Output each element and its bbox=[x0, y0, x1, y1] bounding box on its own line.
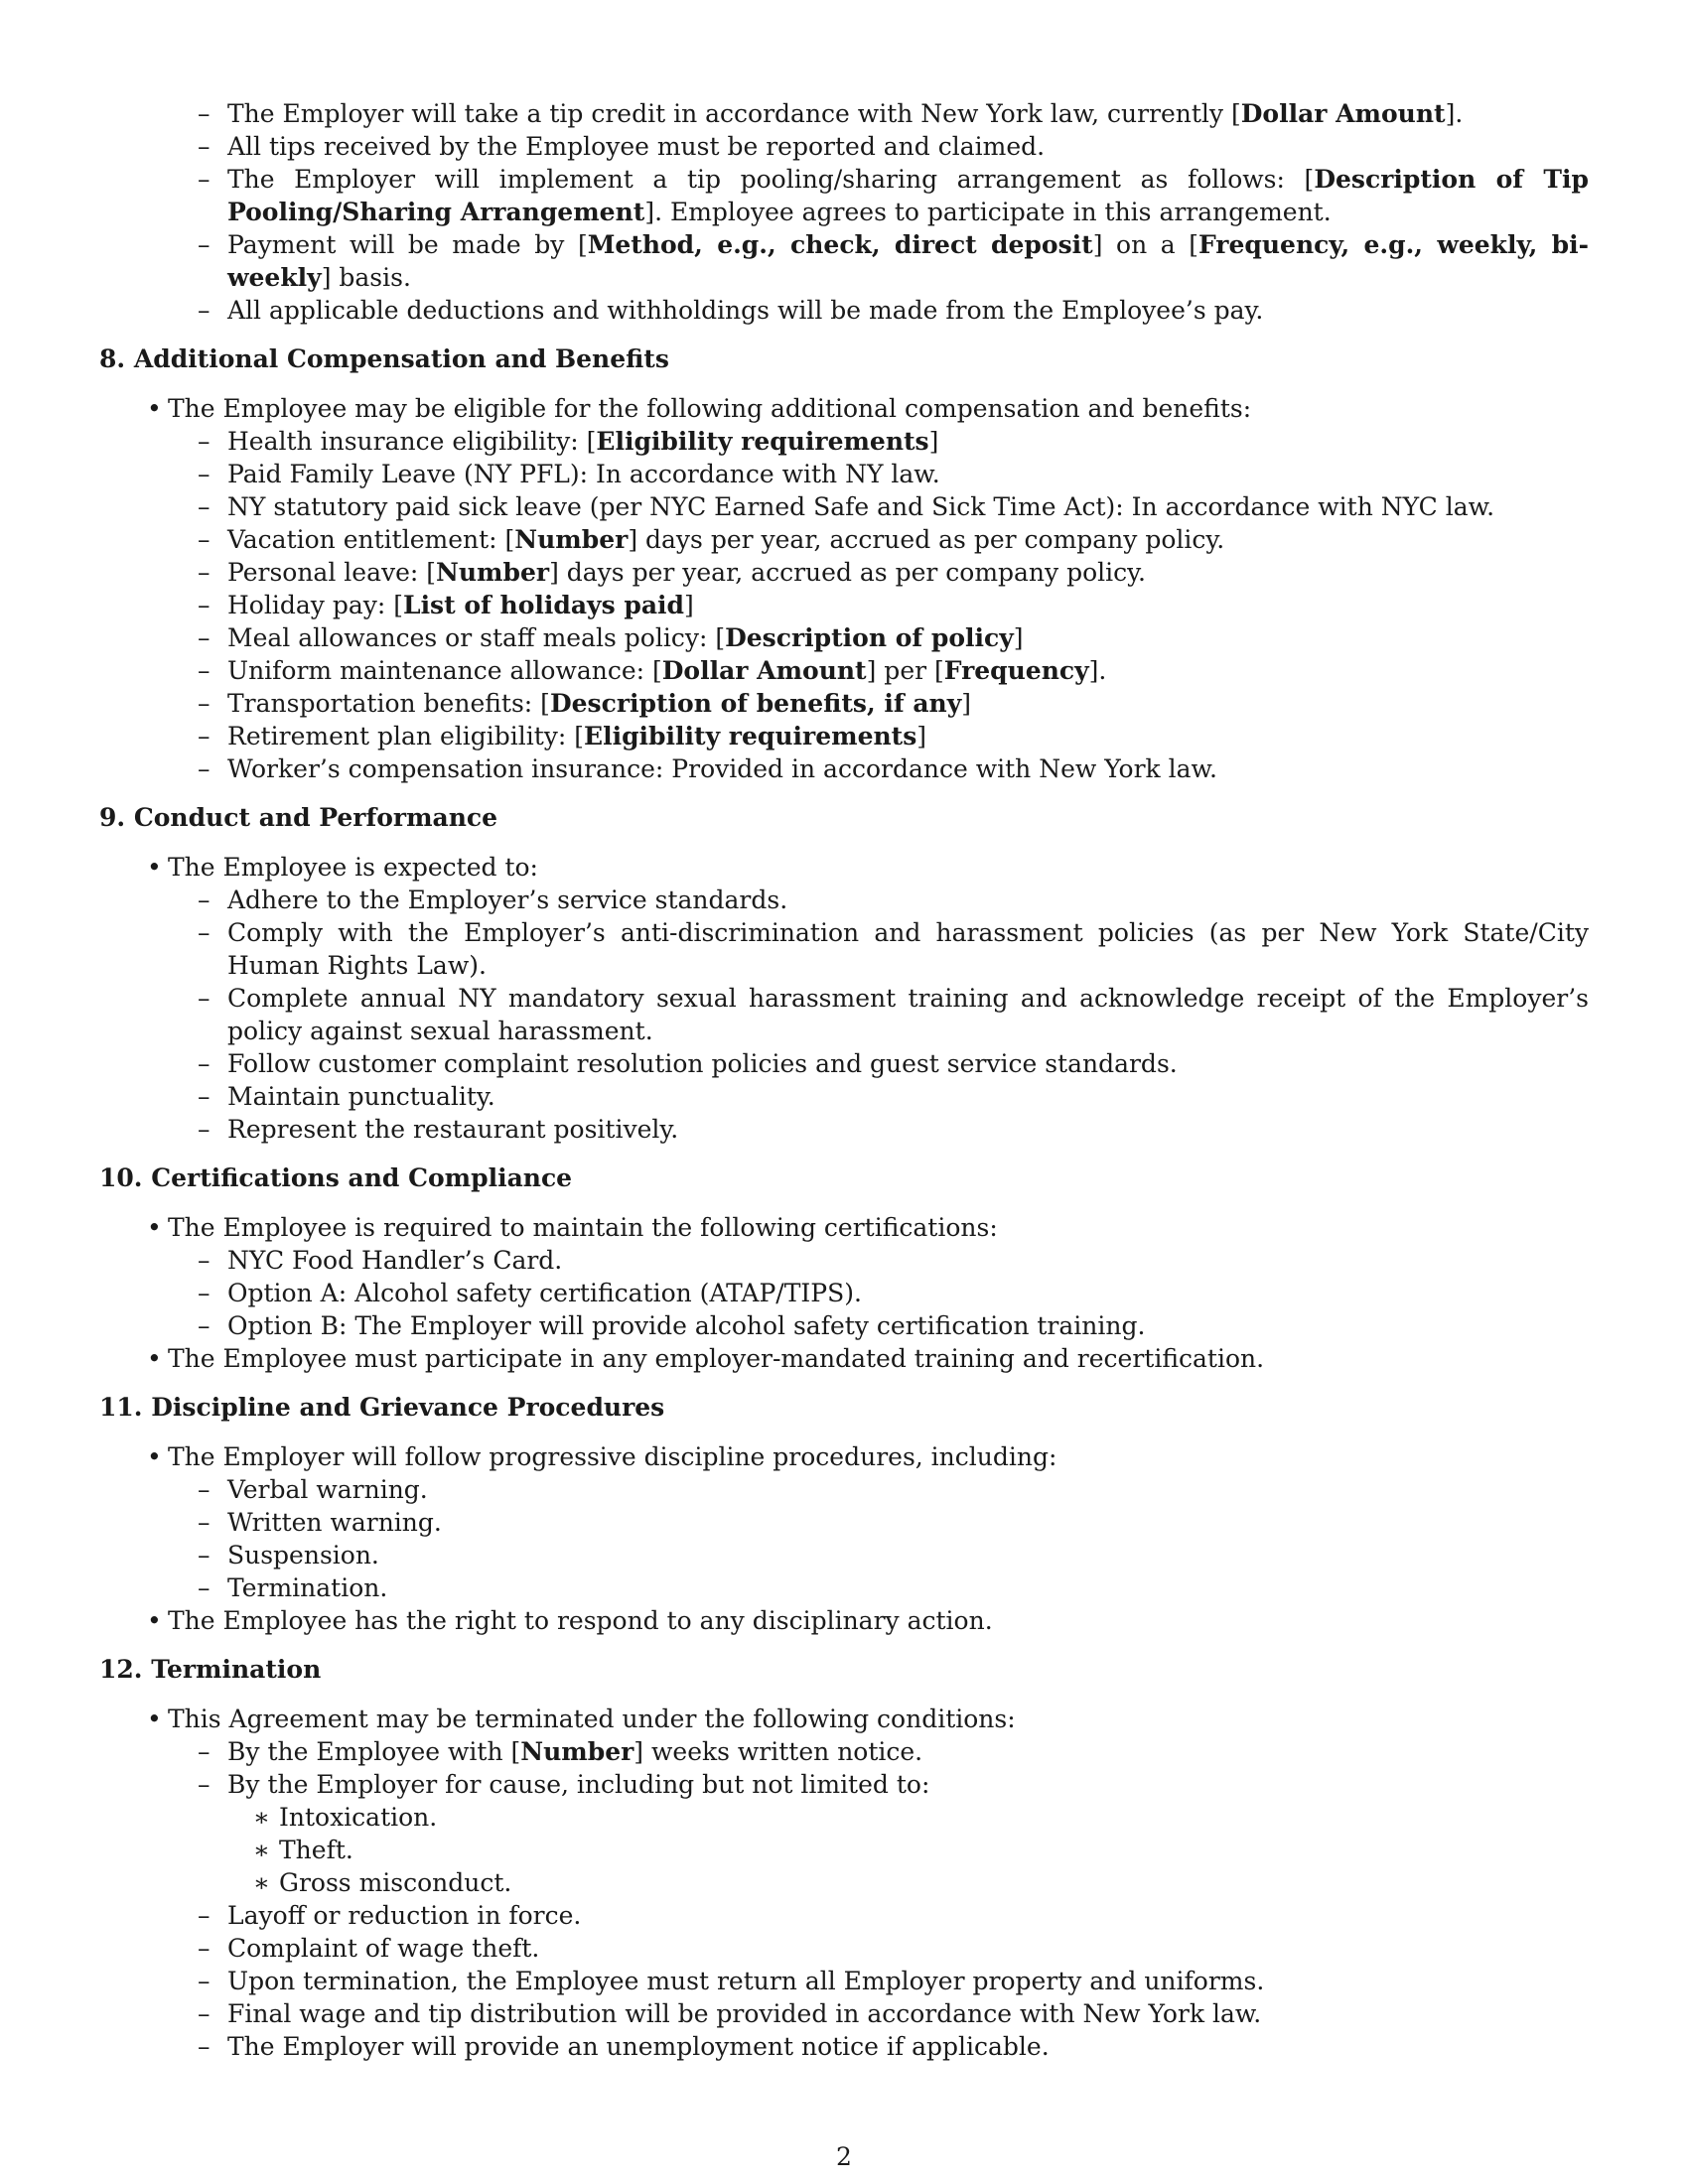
item-text: The Employee may be eligible for the following additional compensation and benefits: bbox=[168, 394, 1252, 423]
document-body bbox=[99, 97, 1589, 2063]
section-number: 9. bbox=[99, 803, 126, 832]
list-item bbox=[99, 425, 1589, 458]
dash-icon: – bbox=[198, 1541, 211, 1570]
list-item bbox=[99, 1604, 1589, 1637]
item-text: The Employee is required to maintain the following certifications: bbox=[168, 1213, 998, 1242]
placeholder-field: Description of Tip Pooling/Sharing Arrangement bbox=[227, 165, 1589, 226]
placeholder-field: Frequency bbox=[943, 656, 1089, 685]
dash-icon: – bbox=[198, 427, 211, 456]
list-item bbox=[99, 458, 1589, 490]
list-item bbox=[99, 1113, 1589, 1146]
list-item bbox=[99, 163, 1589, 228]
dash-icon: – bbox=[198, 623, 211, 652]
item-text: ] bbox=[961, 689, 971, 718]
item-text: ] weeks written notice. bbox=[633, 1737, 923, 1766]
placeholder-field: Description of policy bbox=[725, 623, 1014, 652]
dash-icon: – bbox=[198, 1737, 211, 1766]
item-text: NY statutory paid sick leave (per NYC Earned Safe and Sick Time Act): In accordance with NYC law. bbox=[227, 492, 1495, 521]
bullet-icon: • bbox=[147, 1344, 162, 1373]
list-item bbox=[99, 1506, 1589, 1539]
list-item bbox=[99, 1866, 1589, 1899]
bullet-icon: • bbox=[147, 1705, 162, 1733]
section-number: 10. bbox=[99, 1163, 143, 1192]
list-item bbox=[99, 752, 1589, 785]
item-text: The Employer will take a tip credit in accordance with New York law, currently [ bbox=[227, 99, 1241, 128]
list-item bbox=[99, 851, 1589, 884]
placeholder-field: Number bbox=[436, 558, 550, 587]
item-text: Retirement plan eligibility: [ bbox=[227, 722, 585, 751]
item-text: Written warning. bbox=[227, 1508, 442, 1537]
item-text: Adhere to the Employer’s service standards. bbox=[227, 886, 788, 914]
item-text: ] bbox=[1013, 623, 1024, 652]
item-text: ] days per year, accrued as per company policy. bbox=[628, 525, 1225, 554]
dash-icon: – bbox=[198, 722, 211, 751]
list-item bbox=[99, 1244, 1589, 1277]
list bbox=[99, 1211, 1589, 1375]
placeholder-field: Number bbox=[520, 1737, 634, 1766]
dash-icon: – bbox=[198, 99, 211, 128]
placeholder-field: Number bbox=[514, 525, 629, 554]
dash-icon: – bbox=[198, 296, 211, 325]
list bbox=[99, 392, 1589, 785]
list-item bbox=[99, 130, 1589, 163]
placeholder-field: List of holidays paid bbox=[402, 591, 685, 619]
dash-icon: – bbox=[198, 591, 211, 619]
item-text: ] per [ bbox=[866, 656, 944, 685]
bullet-icon: • bbox=[147, 1442, 162, 1471]
item-text: The Employee is expected to: bbox=[168, 853, 538, 882]
dash-icon: – bbox=[198, 984, 211, 1013]
list-item bbox=[99, 490, 1589, 523]
item-text: The Employer will provide an unemployment notice if applicable. bbox=[227, 2032, 1050, 2061]
item-text: This Agreement may be terminated under the following conditions: bbox=[168, 1705, 1016, 1733]
list-item bbox=[99, 1932, 1589, 1965]
asterisk-icon: ∗ bbox=[253, 1836, 270, 1864]
section-number: 11. bbox=[99, 1393, 143, 1422]
section-title: Conduct and Performance bbox=[133, 803, 498, 832]
list-item bbox=[99, 294, 1589, 327]
list-item bbox=[99, 720, 1589, 752]
section-number: 12. bbox=[99, 1655, 143, 1684]
item-text: Final wage and tip distribution will be provided in accordance with New York law. bbox=[227, 1999, 1262, 2028]
section-heading bbox=[99, 801, 1589, 834]
item-text: Complete annual NY mandatory sexual harassment training and acknowledge receipt of the Employer’s policy against sexual harassment. bbox=[227, 984, 1589, 1045]
item-text: Upon termination, the Employee must return all Employer property and uniforms. bbox=[227, 1967, 1265, 1995]
item-text: ]. bbox=[1445, 99, 1464, 128]
dash-icon: – bbox=[198, 1082, 211, 1111]
item-text: The Employee must participate in any employer-mandated training and recertification. bbox=[168, 1344, 1265, 1373]
section-heading bbox=[99, 342, 1589, 375]
list-item bbox=[99, 1342, 1589, 1375]
dash-icon: – bbox=[198, 2032, 211, 2061]
list-item bbox=[99, 982, 1589, 1047]
list-item bbox=[99, 1309, 1589, 1342]
item-text: The Employee has the right to respond to any disciplinary action. bbox=[168, 1606, 993, 1635]
list-item bbox=[99, 1440, 1589, 1473]
list-item bbox=[99, 884, 1589, 916]
dash-icon: – bbox=[198, 1967, 211, 1995]
item-text: Maintain punctuality. bbox=[227, 1082, 495, 1111]
placeholder-field: Description of benefits, if any bbox=[549, 689, 962, 718]
section-title: Termination bbox=[151, 1655, 322, 1684]
dash-icon: – bbox=[198, 1246, 211, 1275]
bullet-icon: • bbox=[147, 853, 162, 882]
list-item bbox=[99, 1703, 1589, 1735]
section-heading bbox=[99, 1653, 1589, 1686]
dash-icon: – bbox=[198, 1049, 211, 1078]
placeholder-field: Method, e.g., check, direct deposit bbox=[587, 230, 1093, 259]
placeholder-field: Frequency, e.g., weekly, bi-weekly bbox=[227, 230, 1590, 292]
bullet-icon: • bbox=[147, 1606, 162, 1635]
item-text: Personal leave: [ bbox=[227, 558, 437, 587]
dash-icon: – bbox=[198, 1901, 211, 1930]
list-item bbox=[99, 621, 1589, 654]
bullet-icon: • bbox=[147, 394, 162, 423]
item-text: ] days per year, accrued as per company policy. bbox=[549, 558, 1146, 587]
dash-icon: – bbox=[198, 886, 211, 914]
item-text: Complaint of wage theft. bbox=[227, 1934, 540, 1963]
dash-icon: – bbox=[198, 754, 211, 783]
item-text: Verbal warning. bbox=[227, 1475, 428, 1504]
placeholder-field: Dollar Amount bbox=[661, 656, 867, 685]
dash-icon: – bbox=[198, 165, 211, 194]
dash-icon: – bbox=[198, 1573, 211, 1602]
list-item bbox=[99, 1965, 1589, 1997]
item-text: Option B: The Employer will provide alcohol safety certification training. bbox=[227, 1311, 1146, 1340]
dash-icon: – bbox=[198, 918, 211, 947]
section-heading bbox=[99, 1391, 1589, 1424]
item-text: Termination. bbox=[227, 1573, 388, 1602]
item-text: Meal allowances or staff meals policy: [ bbox=[227, 623, 726, 652]
item-text: Uniform maintenance allowance: [ bbox=[227, 656, 662, 685]
placeholder-field: Dollar Amount bbox=[1240, 99, 1446, 128]
dash-icon: – bbox=[198, 230, 211, 259]
item-text: ] bbox=[928, 427, 939, 456]
list-item bbox=[99, 1899, 1589, 1932]
item-text: Worker’s compensation insurance: Provided in accordance with New York law. bbox=[227, 754, 1217, 783]
item-text: Holiday pay: [ bbox=[227, 591, 403, 619]
list-item bbox=[99, 1834, 1589, 1866]
list-item bbox=[99, 523, 1589, 556]
item-text: All tips received by the Employee must be reported and claimed. bbox=[227, 132, 1046, 161]
list-item bbox=[99, 2030, 1589, 2063]
section-title: Certifications and Compliance bbox=[151, 1163, 573, 1192]
list bbox=[99, 851, 1589, 1146]
dash-icon: – bbox=[198, 1999, 211, 2028]
list bbox=[99, 1703, 1589, 2063]
bullet-icon: • bbox=[147, 1213, 162, 1242]
list-item bbox=[99, 916, 1589, 982]
item-text: ]. Employee agrees to participate in this arrangement. bbox=[644, 198, 1332, 226]
dash-icon: – bbox=[198, 1279, 211, 1307]
item-text: Gross misconduct. bbox=[279, 1868, 512, 1897]
item-text: By the Employee with [ bbox=[227, 1737, 521, 1766]
item-text: ] basis. bbox=[321, 263, 411, 292]
placeholder-field: Eligibility requirements bbox=[596, 427, 929, 456]
list-item bbox=[99, 1211, 1589, 1244]
list-item bbox=[99, 97, 1589, 130]
dash-icon: – bbox=[198, 558, 211, 587]
list bbox=[99, 97, 1589, 327]
item-text: ]. bbox=[1088, 656, 1107, 685]
section-number: 8. bbox=[99, 344, 126, 373]
item-text: Transportation benefits: [ bbox=[227, 689, 550, 718]
dash-icon: – bbox=[198, 1508, 211, 1537]
item-text: Follow customer complaint resolution policies and guest service standards. bbox=[227, 1049, 1178, 1078]
dash-icon: – bbox=[198, 1475, 211, 1504]
item-text: NYC Food Handler’s Card. bbox=[227, 1246, 563, 1275]
item-text: The Employer will follow progressive discipline procedures, including: bbox=[168, 1442, 1057, 1471]
dash-icon: – bbox=[198, 132, 211, 161]
list-item bbox=[99, 1735, 1589, 1768]
item-text: Option A: Alcohol safety certification (ATAP/TIPS). bbox=[227, 1279, 862, 1307]
item-text: The Employer will implement a tip pooling/sharing arrangement as follows: [ bbox=[227, 165, 1315, 194]
list-item bbox=[99, 1539, 1589, 1571]
dash-icon: – bbox=[198, 525, 211, 554]
list-item bbox=[99, 392, 1589, 425]
page-number: 2 bbox=[836, 2142, 852, 2171]
item-text: ] bbox=[684, 591, 694, 619]
item-text: Payment will be made by [ bbox=[227, 230, 588, 259]
list-item bbox=[99, 654, 1589, 687]
section-heading bbox=[99, 1161, 1589, 1194]
list bbox=[99, 1440, 1589, 1637]
dash-icon: – bbox=[198, 460, 211, 488]
section-title: Additional Compensation and Benefits bbox=[133, 344, 669, 373]
item-text: Comply with the Employer’s anti-discrimination and harassment policies (as per New York State/City Human Rights Law). bbox=[227, 918, 1589, 980]
asterisk-icon: ∗ bbox=[253, 1803, 270, 1832]
item-text: Vacation entitlement: [ bbox=[227, 525, 515, 554]
item-text: Paid Family Leave (NY PFL): In accordance with NY law. bbox=[227, 460, 940, 488]
list-item bbox=[99, 1801, 1589, 1834]
item-text: Intoxication. bbox=[279, 1803, 438, 1832]
section-title: Discipline and Grievance Procedures bbox=[151, 1393, 665, 1422]
dash-icon: – bbox=[198, 1934, 211, 1963]
list-item bbox=[99, 1768, 1589, 1801]
item-text: Suspension. bbox=[227, 1541, 379, 1570]
dash-icon: – bbox=[198, 492, 211, 521]
list-item bbox=[99, 1997, 1589, 2030]
list-item bbox=[99, 1473, 1589, 1506]
list-item bbox=[99, 687, 1589, 720]
list-item bbox=[99, 589, 1589, 621]
item-text: Health insurance eligibility: [ bbox=[227, 427, 597, 456]
placeholder-field: Eligibility requirements bbox=[584, 722, 917, 751]
list-item bbox=[99, 1047, 1589, 1080]
dash-icon: – bbox=[198, 1115, 211, 1144]
list-item bbox=[99, 556, 1589, 589]
dash-icon: – bbox=[198, 1770, 211, 1799]
list-item bbox=[99, 1277, 1589, 1309]
dash-icon: – bbox=[198, 656, 211, 685]
item-text: ] bbox=[916, 722, 927, 751]
item-text: Represent the restaurant positively. bbox=[227, 1115, 679, 1144]
dash-icon: – bbox=[198, 1311, 211, 1340]
item-text: Theft. bbox=[279, 1836, 353, 1864]
item-text: By the Employer for cause, including but not limited to: bbox=[227, 1770, 930, 1799]
item-text: Layoff or reduction in force. bbox=[227, 1901, 582, 1930]
asterisk-icon: ∗ bbox=[253, 1868, 270, 1897]
item-text: All applicable deductions and withholdings will be made from the Employee’s pay. bbox=[227, 296, 1264, 325]
item-text: ] on a [ bbox=[1092, 230, 1198, 259]
list-item bbox=[99, 1571, 1589, 1604]
dash-icon: – bbox=[198, 689, 211, 718]
list-item bbox=[99, 1080, 1589, 1113]
list-item bbox=[99, 228, 1589, 294]
